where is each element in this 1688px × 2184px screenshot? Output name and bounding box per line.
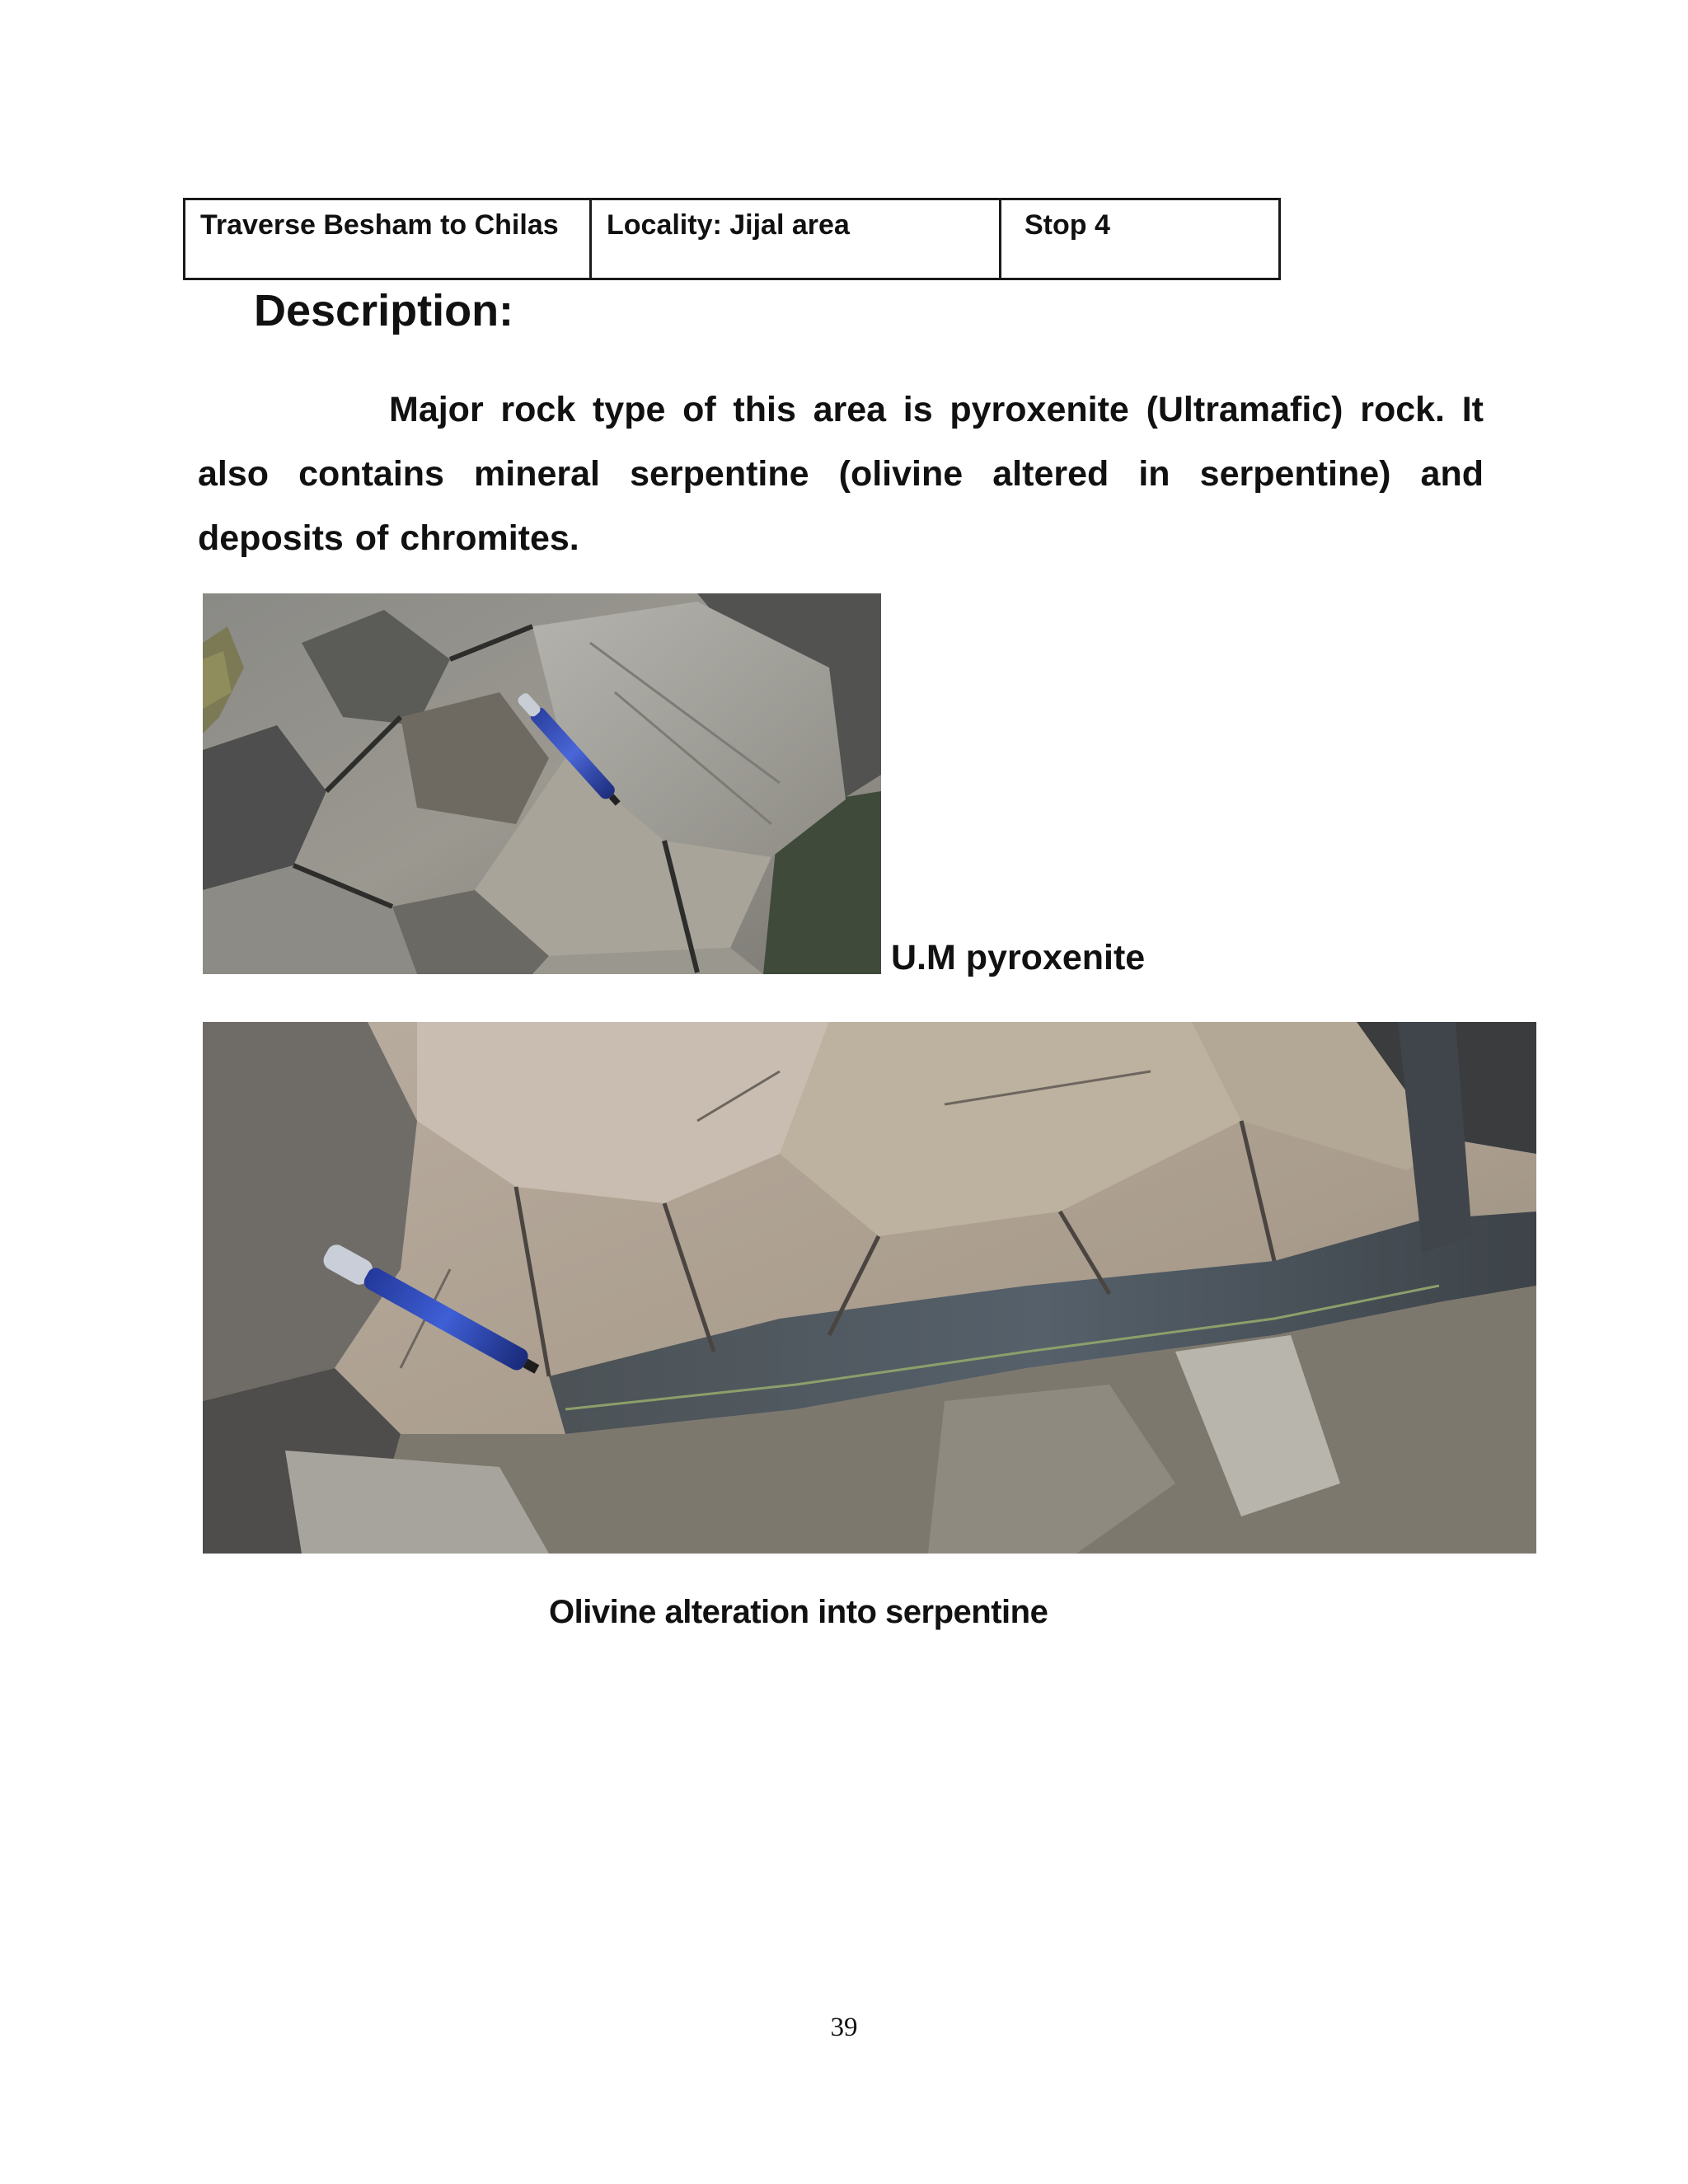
locality-cell: Locality: Jijal area (591, 199, 1001, 279)
description-paragraph: Major rock type of this area is pyroxenite (Ultramafic) rock. It also contains mineral serpentine (olivine altered in serpentine) and deposits of chromites. (198, 390, 1484, 558)
page-number: 39 (830, 2013, 858, 2042)
header-row (185, 199, 1280, 279)
header-table (183, 198, 1281, 280)
stop-cell: Stop 4 (1001, 199, 1280, 279)
description-heading: Description: (254, 286, 514, 335)
pyroxenite-caption: U.M pyroxenite (891, 938, 1146, 977)
traverse-cell: Traverse Besham to Chilas (185, 199, 591, 279)
serpentine-photo (203, 1022, 1536, 1554)
pyroxenite-photo (203, 593, 881, 974)
serpentine-caption: Olivine alteration into serpentine (549, 1594, 1048, 1630)
